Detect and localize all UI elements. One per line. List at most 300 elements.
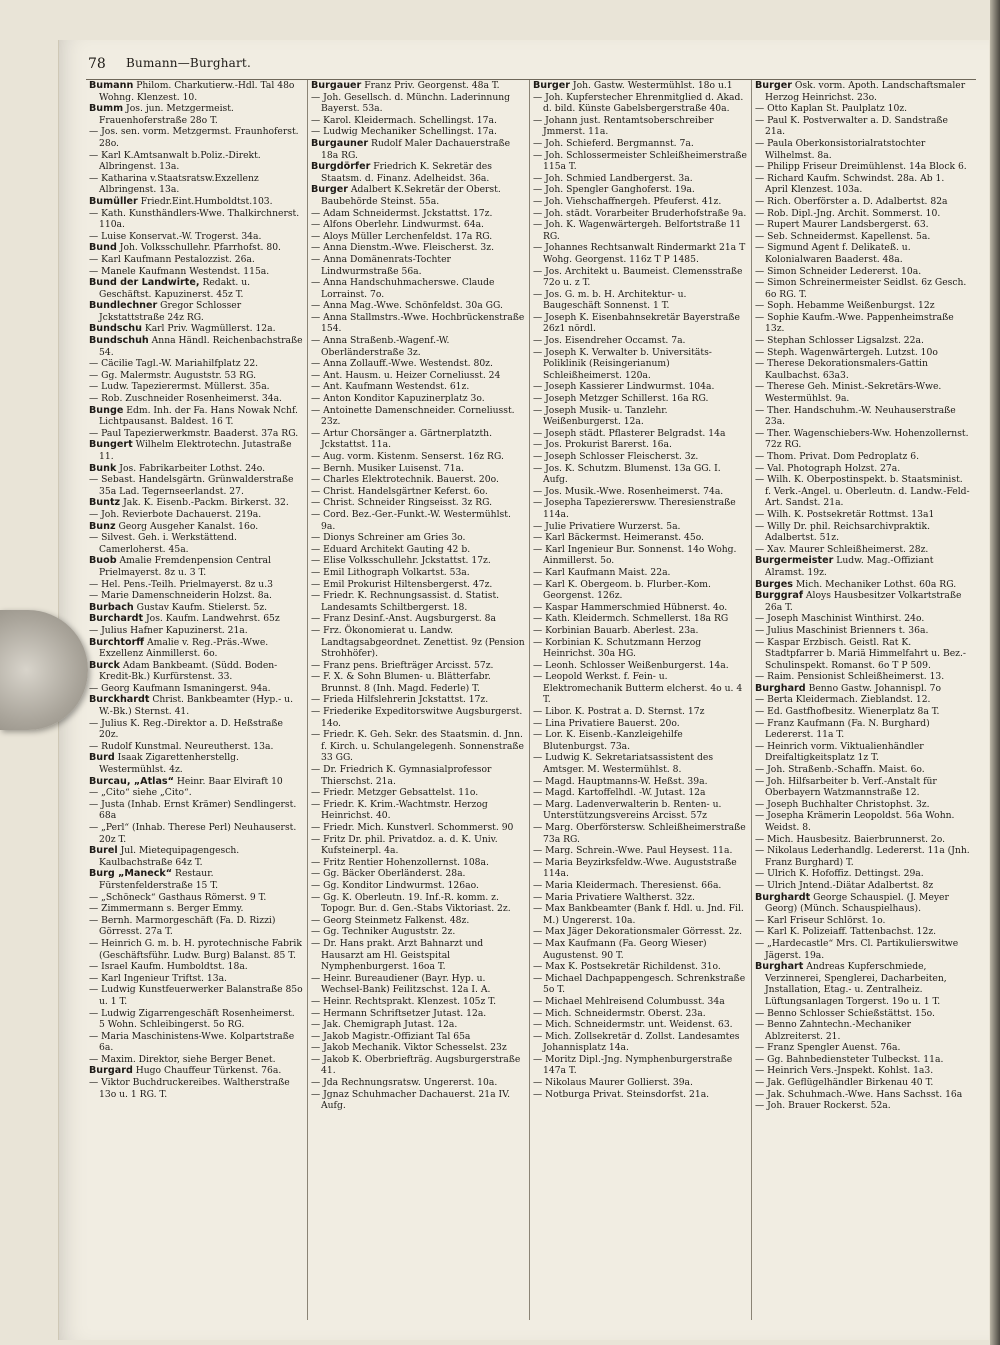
entry-text: — Maria Beyzirksfeldw.-Wwe. Auguststraße 114a. — [533, 856, 737, 880]
entry-text: — Leonh. Schlosser Weißenburgerst. 14a. — [533, 659, 729, 671]
directory-entry — [311, 590, 525, 613]
directory-entry — [311, 242, 525, 254]
page-number: 78 — [88, 56, 106, 72]
directory-entry — [311, 509, 525, 532]
directory-entry — [755, 335, 970, 347]
directory-entry — [533, 544, 747, 567]
directory-entry — [755, 347, 970, 359]
directory-entry — [311, 451, 525, 463]
directory-entry — [89, 242, 303, 254]
entry-text: — Anna Dienstm.-Wwe. Fleischerst. 3z. — [311, 242, 495, 254]
entry-text: — Ther. Handschuhm.-W. Neuhauserstraße 23a. — [755, 404, 956, 428]
directory-entry — [533, 613, 747, 625]
directory-entry — [755, 579, 970, 591]
directory-entry — [533, 92, 747, 115]
entry-text: — Josepha Krämerin Leopoldst. 56a Wohn. Weidst. 8. — [755, 810, 955, 833]
directory-entry — [533, 219, 747, 242]
directory-entry — [89, 393, 303, 405]
directory-entry — [533, 242, 747, 265]
directory-entry — [89, 254, 303, 266]
entry-text: Adalbert K.Sekretär der Oberst. Baubehörde Steinst. 55a. — [321, 184, 501, 207]
entry-text: — Anna Domänenrats-Tochter Lindwurmstraße 56a. — [311, 253, 451, 277]
entry-text: Mich. Mechaniker Lothst. 60a RG. — [792, 578, 957, 590]
directory-entry — [89, 300, 303, 323]
entry-text: — Dr. Hans prakt. Arzt Bahnarzt und Hausarzt am Hl. Geistspital Nymphenburgerst. 16oa T. — [311, 937, 484, 973]
directory-entry — [89, 683, 303, 695]
directory-entry — [533, 463, 747, 486]
directory-entry — [755, 300, 970, 312]
directory-entry — [755, 451, 970, 463]
entry-text: — Rudolf Kunstmal. Neureutherst. 13a. — [89, 740, 274, 752]
entry-surname: Burd — [89, 752, 115, 764]
directory-entry — [755, 892, 970, 915]
directory-entry — [89, 173, 303, 196]
directory-entry — [533, 567, 747, 579]
entry-text: — Marie Damenschneiderin Holzst. 8a. — [89, 590, 272, 602]
entry-text: Franz Priv. Georgenst. 48a T. — [361, 80, 500, 91]
entry-text: — Jak. Chemigraph Jutast. 12a. — [311, 1019, 458, 1031]
directory-entry — [533, 173, 747, 185]
directory-entry — [755, 590, 970, 613]
directory-entry — [89, 509, 303, 521]
directory-entry — [755, 776, 970, 799]
directory-entry — [89, 196, 303, 208]
entry-text: — Jos. G. m. b. H. Architektur- u. Baugeschäft Sonnenst. 1 T. — [533, 288, 687, 312]
directory-entry — [89, 892, 303, 904]
entry-text: — Berta Kleidermach. Zieblandst. 12. — [755, 694, 931, 706]
directory-entry — [533, 439, 747, 451]
directory-entry — [533, 451, 747, 463]
directory-entry — [311, 92, 525, 115]
directory-entry — [311, 671, 525, 694]
entry-text: — Josepha Tapezierersww. Theresienstraße 114a. — [533, 497, 736, 520]
entry-surname: Burghardt — [755, 891, 811, 903]
page-heading: Bumann—Burghart. — [126, 56, 251, 70]
directory-entry — [89, 590, 303, 602]
directory-entry — [755, 173, 970, 196]
entry-text: — Charles Elektrotechnik. Bauerst. 20o. — [311, 474, 499, 486]
directory-entry — [89, 961, 303, 973]
directory-entry — [311, 915, 525, 927]
directory-entry — [311, 370, 525, 382]
entry-text: — Karl Ingenieur Triftst. 13a. — [89, 972, 227, 984]
entry-text: — Heinrich vorm. Viktualienhändler Dreifaltigkeitsplatz 1z T. — [755, 740, 924, 764]
page-edge-shadow — [990, 0, 1000, 1345]
entry-text: — Jos. K. Schutzm. Blumenst. 13a GG. I. Aufg. — [533, 462, 721, 486]
entry-text: Osk. vorm. Apoth. Landschaftsmaler Herzog Heinrichst. 23o. — [765, 80, 966, 103]
entry-text: — Anna Straßenb.-Wagenf.-W. Oberländerstraße 3z. — [311, 335, 450, 358]
entry-text: — Christ. Schneider Ringseisst. 3z RG. — [311, 497, 493, 509]
entry-surname: Buntz — [89, 497, 121, 509]
entry-text: Adam Bankbeamt. (Südd. Boden-Kredit-Bk.) Kurfürstenst. 33. — [99, 659, 278, 683]
entry-text: — Jgnaz Schuhmacher Dachauerst. 21a IV. Aufg. — [311, 1088, 511, 1112]
entry-text: — Emil Lithograph Volkartst. 53a. — [311, 566, 470, 578]
entry-text: — Justa (Inhab. Ernst Krämer) Sendlingerst. 68a — [89, 798, 297, 822]
directory-entry — [311, 381, 525, 393]
entry-text: — Joh. Hilfsarbeiter b. Verf.-Anstalt für Oberbayern Watzmannstraße 12. — [755, 775, 937, 799]
entry-text: — Jak. Schuhmach.-Wwe. Hans Sachsst. 16a — [755, 1088, 963, 1100]
entry-surname: Bundschu — [89, 323, 142, 335]
directory-entry — [311, 1008, 525, 1020]
entry-text: — Friedr. K. Geh. Sekr. des Staatsmin. d. Jnn. f. Kirch. u. Schulangelegenh. Sonnenstraße 33 GG. — [311, 729, 524, 764]
directory-entry — [311, 358, 525, 370]
directory-entry — [755, 845, 970, 868]
entry-text: — Franz Desinf.-Anst. Augsburgerst. 8a — [311, 613, 496, 625]
directory-entry — [755, 555, 970, 578]
directory-entry — [311, 567, 525, 579]
entry-text: Amalie Fremdenpension Central Prielmayerst. 8z u. 3 T. — [99, 555, 271, 578]
directory-entry — [755, 694, 970, 706]
entry-text: Gustav Kaufm. Stielerst. 5z. — [133, 601, 268, 613]
directory-entry — [311, 184, 525, 207]
directory-entry — [89, 694, 303, 717]
entry-surname: Burchtorff — [89, 636, 145, 648]
entry-text: — Jakob Mechanik. Viktor Schesselst. 23z — [311, 1042, 507, 1054]
entry-text: — Elise Volksschullehr. Jckstattst. 17z. — [311, 555, 491, 567]
entry-text: — Notburga Privat. Steinsdorfst. 21a. — [533, 1088, 710, 1100]
entry-text: — Joh. Schmied Landbergerst. 3a. — [533, 172, 693, 184]
column-4 — [752, 80, 974, 1320]
directory-entry — [311, 115, 525, 127]
entry-text: — Rupert Maurer Landsbergerst. 63. — [755, 219, 929, 231]
entry-text: — Joseph städt. Pflasterer Belgradst. 14a — [533, 427, 726, 439]
entry-text: — Wilh. K. Postsekretär Rottmst. 13a1 — [755, 508, 935, 520]
entry-text: — Antoinette Damenschneider. Corneliusst. 23z. — [311, 404, 515, 428]
entry-text: — Joseph Buchhalter Christophst. 3z. — [755, 798, 930, 810]
directory-entry — [533, 776, 747, 788]
entry-text: — Joseph Maschinist Winthirst. 24o. — [755, 613, 925, 625]
entry-surname: Bumann — [89, 80, 134, 91]
directory-entry — [533, 312, 747, 335]
directory-entry — [89, 741, 303, 753]
entry-text: — Joh. städt. Vorarbeiter Bruderhofstraße 9a. — [533, 207, 747, 219]
entry-text: — Gg. Bahnbediensteter Tulbeckst. 11a. — [755, 1053, 944, 1065]
entry-text: — Willy Dr. phil. Reichsarchivpraktik. Adalbertst. 51z. — [755, 520, 930, 544]
entry-text: — Gg. Konditor Lindwurmst. 126ao. — [311, 879, 479, 891]
directory-entry — [533, 903, 747, 926]
directory-entry — [755, 926, 970, 938]
directory-entry — [311, 892, 525, 915]
entry-text: — Nikolaus Lederhandlg. Ledererst. 11a (Jnh. Franz Burghard) T. — [755, 845, 970, 868]
entry-surname: Burger — [311, 184, 348, 196]
entry-text: — Ludwig Kunstfeuerwerker Balanstraße 85o u. 1 T. — [89, 984, 303, 1007]
directory-entry — [89, 938, 303, 961]
entry-text: — Fritz Rentier Hohenzollernst. 108a. — [311, 856, 489, 868]
directory-entry — [755, 1089, 970, 1101]
entry-text: — Friedr. K. Krim.-Wachtmstr. Herzog Heinrichst. 40. — [311, 798, 488, 822]
directory-entry — [755, 915, 970, 927]
entry-text: Georg Ausgeher Kanalst. 16o. — [115, 520, 259, 532]
directory-entry — [89, 1031, 303, 1054]
directory-entry — [89, 231, 303, 243]
directory-entry — [89, 335, 303, 358]
entry-surname: Burger — [755, 80, 792, 91]
entry-text: Wilhelm Elektrotechn. Jutastraße 11. — [99, 439, 292, 462]
directory-entry — [311, 254, 525, 277]
directory-entry — [89, 915, 303, 938]
entry-text: — Sophie Kaufm.-Wwe. Pappenheimstraße 13z. — [755, 311, 954, 335]
entry-text: — Kath. Kleidermch. Schmellerst. 18a RG — [533, 613, 729, 625]
entry-text: — Anna Mag.-Wwe. Schönfeldst. 30a GG. — [311, 300, 503, 312]
directory-entry — [533, 532, 747, 544]
directory-entry — [755, 625, 970, 637]
entry-text: — Korbinian Bauarb. Aberlest. 23a. — [533, 624, 699, 636]
directory-entry — [755, 405, 970, 428]
entry-text: — Friedr. Metzger Gebsattelst. 11o. — [311, 787, 479, 799]
directory-entry — [533, 266, 747, 289]
directory-entry — [311, 799, 525, 822]
directory-entry — [755, 810, 970, 833]
entry-text: — Friedr. K. Rechnungsassist. d. Statist. Landesamts Schiltbergerst. 18. — [311, 590, 500, 613]
entry-text: — Ther. Wagenschiebers-Ww. Hohenzollernst. 72z RG. — [755, 427, 969, 451]
entry-text: — Gg. Bäcker Oberländerst. 28a. — [311, 868, 466, 880]
entry-text: — Anna Stallmstrs.-Wwe. Hochbrückenstraße 154. — [311, 311, 525, 335]
entry-text: — Paul K. Postverwalter a. D. Sandstraße 21a. — [755, 114, 948, 138]
directory-entry — [755, 80, 970, 103]
directory-entry — [533, 973, 747, 996]
entry-text: — Joh. Revierbote Dachauerst. 219a. — [89, 508, 262, 520]
directory-entry — [533, 729, 747, 752]
directory-entry — [755, 1100, 970, 1112]
entry-text: — Marg. Schrein.-Wwe. Paul Heysest. 11a. — [533, 845, 733, 857]
entry-text: — Steph. Wagenwärtergeh. Lutzst. 10o — [755, 346, 938, 358]
directory-entry — [311, 300, 525, 312]
entry-text: Benno Gastw. Johannispl. 7o — [805, 682, 942, 694]
directory-entry — [533, 138, 747, 150]
directory-entry — [89, 126, 303, 149]
directory-entry — [89, 625, 303, 637]
directory-entry — [533, 335, 747, 347]
directory-entry — [755, 938, 970, 961]
directory-entry — [755, 637, 970, 672]
entry-surname: Bumm — [89, 103, 124, 115]
directory-entry — [311, 335, 525, 358]
entry-text: — Ed. Gastfhofbesitz. Wienerplatz 8a T. — [755, 706, 940, 718]
entry-text: — Thom. Privat. Dom Pedroplatz 6. — [755, 451, 920, 462]
directory-entry — [89, 787, 303, 799]
directory-entry — [89, 579, 303, 591]
entry-text: — Max Jäger Dekorationsmaler Görresst. 2z. — [533, 926, 742, 938]
entry-text: — Joh. Schieferd. Bergmannst. 7a. — [533, 137, 694, 149]
entry-text: — Nikolaus Maurer Gollierst. 39a. — [533, 1077, 693, 1089]
entry-text: — Jakob K. Oberbriefträg. Augsburgerstraße 41. — [311, 1053, 521, 1077]
entry-text: — Paula Oberkonsistorialratstochter Wilhelmst. 8a. — [755, 137, 926, 161]
directory-entry — [755, 706, 970, 718]
entry-text: Friedr.Eint.Humboldtst.103. — [137, 195, 273, 207]
entry-text: — Karol. Kleidermach. Schellingst. 17a. — [311, 114, 497, 126]
directory-entry — [89, 381, 303, 393]
entry-text: — Moritz Dipl.-Jng. Nymphenburgerstraße 147a T. — [533, 1053, 733, 1077]
directory-entry — [533, 381, 747, 393]
directory-entry — [311, 973, 525, 996]
directory-entry — [533, 115, 747, 138]
entry-text: — Ludwig Zigarrengeschäft Rosenheimerst. 5 Wohn. Schleibingerst. 5o RG. — [89, 1007, 295, 1031]
entry-text: — Frieda Hilfslehrerin Jckstattst. 17z. — [311, 694, 489, 706]
directory-entry — [89, 439, 303, 462]
directory-entry — [533, 1008, 747, 1020]
entry-text: — Gg. K. Oberleutn. 19. Inf.-R. komm. z. Topogr. Bur. d. Gen.-Stabs Viktoriast. 2z. — [311, 891, 511, 915]
directory-entry — [755, 961, 970, 1007]
entry-text: — Benno Zahntechn.-Mechaniker Ablzreiterst. 21. — [755, 1019, 912, 1042]
directory-entry — [533, 637, 747, 660]
entry-text: — Adam Schneidermst. Jckstattst. 17z. — [311, 207, 493, 219]
entry-text: — Gg. Techniker Auguststr. 2z. — [311, 926, 456, 938]
column-1 — [86, 80, 308, 1320]
entry-text: Jul. Mietequipagengesch. Kaulbachstraße 64z T. — [99, 845, 240, 868]
directory-entry — [533, 671, 747, 706]
entry-text: — Georg Kaufmann Ismaningerst. 94a. — [89, 682, 271, 694]
entry-text: — Frz. Ökonomierat u. Landw. Landtagsabgeordnet. Zenettist. 9z (Pension Strohhöfer). — [311, 624, 525, 660]
entry-text: — Lor. K. Eisenb.-Kanzleigehilfe Blutenburgst. 73a. — [533, 729, 683, 752]
entry-text: — Joh. Viehschaffnergeh. Pfeuferst. 41z. — [533, 195, 722, 207]
entry-surname: Burchardt — [89, 613, 144, 625]
entry-surname: Bundschuh — [89, 335, 149, 347]
entry-text: George Schauspiel. (J. Meyer Georg) (Münch. Schauspielhaus). — [765, 891, 949, 915]
entry-text: Jos. Fabrikarbeiter Lothst. 24o. — [116, 462, 266, 474]
entry-text: — Bernh. Marmorgeschäft (Fa. D. Rizzi) Görresst. 27a T. — [89, 914, 276, 938]
directory-entry — [311, 938, 525, 973]
directory-entry — [755, 1077, 970, 1089]
entry-text: — Raim. Pensionist Schleißheimerst. 13. — [755, 671, 945, 683]
directory-entry — [755, 834, 970, 846]
entry-text: — Jak. Geflügelhändler Birkenau 40 T. — [755, 1077, 934, 1089]
entry-text: — Paul Tapezierwerkmstr. Baaderst. 37a RG. — [89, 427, 299, 439]
directory-entry — [311, 613, 525, 625]
directory-entry — [533, 892, 747, 904]
entry-text: — Julius Maschinist Brienners t. 36a. — [755, 624, 929, 636]
entry-text: — Joh. Gesellsch. d. Münchn. Laderinnung Bayerst. 53a. — [311, 91, 511, 115]
directory-entry — [311, 393, 525, 405]
directory-entry — [311, 764, 525, 787]
entry-text: — Ludwig Mechaniker Schellingst. 17a. — [311, 126, 497, 138]
directory-entry — [755, 544, 970, 556]
entry-surname: Burghard — [755, 682, 806, 694]
directory-entry — [311, 1042, 525, 1054]
directory-entry — [755, 880, 970, 892]
entry-text: Rudolf Maler Dachauerstraße 18a RG. — [321, 137, 511, 161]
entry-surname: Bundlechner — [89, 300, 158, 312]
directory-entry — [533, 857, 747, 880]
entry-surname: Burgauer — [311, 80, 362, 91]
entry-text: — Friedr. Mich. Kunstverl. Schommerst. 90 — [311, 822, 514, 833]
directory-entry — [89, 474, 303, 497]
entry-text: — „Hardecastle“ Mrs. Cl. Partikulierswitwe Jägerst. 19a. — [755, 937, 959, 961]
directory-entry — [89, 532, 303, 555]
entry-text: — Val. Photograph Holzst. 27a. — [755, 462, 901, 474]
entry-text: — Michael Dachpappengesch. Schrenkstraße 5o T. — [533, 972, 746, 996]
directory-entry — [311, 474, 525, 486]
directory-entry — [311, 996, 525, 1008]
entry-text: Christ. Bankbeamter (Hyp.- u. W.-Bk.) Sternst. 41. — [99, 694, 293, 718]
directory-entry — [89, 370, 303, 382]
directory-entry — [755, 312, 970, 335]
entry-text: — Maria Kleidermach. Theresienst. 66a. — [533, 879, 722, 891]
directory-entry — [89, 1054, 303, 1066]
directory-entry — [311, 1077, 525, 1089]
entry-surname: Burckhardt — [89, 694, 150, 706]
entry-surname: Burggraf — [755, 590, 803, 602]
directory-entry — [311, 694, 525, 706]
entry-text: Jos. jun. Metzgermeist. Frauenhoferstraße 28o T. — [99, 103, 234, 126]
entry-text: — Karl K.Amtsanwalt b.Poliz.-Direkt. Albringenst. 13a. — [89, 149, 261, 173]
entry-text: — Jos. Musik.-Wwe. Rosenheimerst. 74a. — [533, 485, 724, 497]
entry-text: Anna Händl. Reichenbachstraße 54. — [99, 335, 303, 358]
entry-text: — Simon Schreinermeister Seidlst. 6z Gesch. 6o RG. T. — [755, 277, 967, 300]
directory-entry — [311, 544, 525, 556]
directory-entry — [89, 277, 303, 300]
entry-text: — Therese Dekorationsmalers-Gattin Kaulbachst. 63a3. — [755, 358, 928, 381]
entry-text: — Karl Bäckermst. Heimeranst. 45o. — [533, 532, 704, 544]
entry-text: — Joh. K. Wagenwärtergeh. Belfortstraße 11 RG. — [533, 219, 742, 242]
directory-entry — [89, 103, 303, 126]
directory-entry — [755, 799, 970, 811]
entry-text: — Ulrich K. Hofoffiz. Dettingst. 29a. — [755, 868, 924, 880]
directory-entry — [755, 463, 970, 475]
directory-entry — [311, 926, 525, 938]
entry-text: — Karl K. Obergeom. b. Flurber.-Kom. Georgenst. 126z. — [533, 578, 711, 602]
entry-text: — Joseph Kassierer Lindwurmst. 104a. — [533, 381, 715, 393]
entry-text: — Michael Mehlreisend Columbusst. 34a — [533, 995, 725, 1007]
entry-text: — Luise Konservat.-W. Trogerst. 34a. — [89, 230, 262, 242]
entry-text: — Alfons Oberlehr. Lindwurmst. 64a. — [311, 219, 484, 231]
entry-text: — Jos. sen. vorm. Metzgermst. Fraunhoferst. 28o. — [89, 126, 299, 149]
entry-text: — Sigmund Agent f. Delikateß. u. Kolonialwaren Baaderst. 48a. — [755, 242, 911, 265]
entry-text: — Therese Geh. Minist.-Sekretärs-Wwe. Westermühlst. 9a. — [755, 381, 942, 405]
entry-text: — Marg. Oberförstersw. Schleißheimerstraße 73a RG. — [533, 822, 746, 845]
entry-surname: Bund der Landwirte, — [89, 277, 200, 289]
entry-text: — Anna Handschuhmacherswe. Claude Lorrainst. 7o. — [311, 277, 495, 300]
entry-text: — Maria Maschinistens-Wwe. Kolpartstraße 6a. — [89, 1030, 295, 1054]
directory-entry — [89, 555, 303, 578]
entry-text: — Sebast. Handelsgärtn. Grünwalderstraße 35a Lad. Tegernseerlandst. 27. — [89, 474, 294, 497]
entry-text: — Joseph Schlosser Fleischerst. 3z. — [533, 451, 699, 462]
entry-text: — Zimmermann s. Berger Emmy. — [89, 903, 244, 915]
entry-text: — Heinrich Vers.-Jnspekt. Kohlst. 1a3. — [755, 1065, 934, 1077]
entry-text: — Mich. Schneidermstr. Oberst. 23a. — [533, 1007, 706, 1019]
directory-entry — [311, 126, 525, 138]
directory-entry — [755, 115, 970, 138]
directory-entry — [533, 497, 747, 520]
entry-text: — F. X. & Sohn Blumen- u. Blätterfabr. Brunnst. 8 (Inh. Magd. Federle) T. — [311, 671, 491, 694]
directory-entry — [533, 706, 747, 718]
directory-entry — [311, 660, 525, 672]
directory-entry — [311, 555, 525, 567]
entry-text: — Kath. Kunsthändlers-Wwe. Thalkirchnerst. 110a. — [89, 207, 300, 231]
entry-text: — Georg Steinmetz Falkenst. 48z. — [311, 914, 470, 926]
entry-text: — Hel. Pens.-Teilh. Prielmayerst. 8z u.3 — [89, 578, 273, 590]
entry-text: Karl Priv. Wagmüllerst. 12a. — [141, 323, 276, 335]
directory-entry — [533, 845, 747, 857]
directory-entry — [89, 358, 303, 370]
entry-text: — Richard Kaufm. Schwindst. 28a. Ab 1. April Klenzest. 103a. — [755, 172, 945, 196]
entry-text: — Silvest. Geh. i. Werkstättend. Camerloherst. 45a. — [89, 532, 237, 555]
directory-entry — [311, 312, 525, 335]
directory-entry — [89, 822, 303, 845]
directory-entry — [89, 428, 303, 440]
directory-entry — [533, 938, 747, 961]
directory-entry — [89, 660, 303, 683]
directory-entry — [755, 277, 970, 300]
entry-text: — Joseph K. Eisenbahnsekretär Bayerstraße 26z1 nördl. — [533, 311, 740, 335]
entry-text: — Kaspar Hammerschmied Hübnerst. 4o. — [533, 601, 728, 613]
directory-entry — [533, 880, 747, 892]
directory-entry — [755, 266, 970, 278]
directory-entry — [89, 150, 303, 173]
entry-text: — Lina Privatiere Bauerst. 20o. — [533, 717, 680, 729]
directory-entry — [311, 486, 525, 498]
entry-surname: Bunge — [89, 404, 124, 416]
entry-text: — Karl Friseur Schlörst. 1o. — [755, 914, 886, 926]
